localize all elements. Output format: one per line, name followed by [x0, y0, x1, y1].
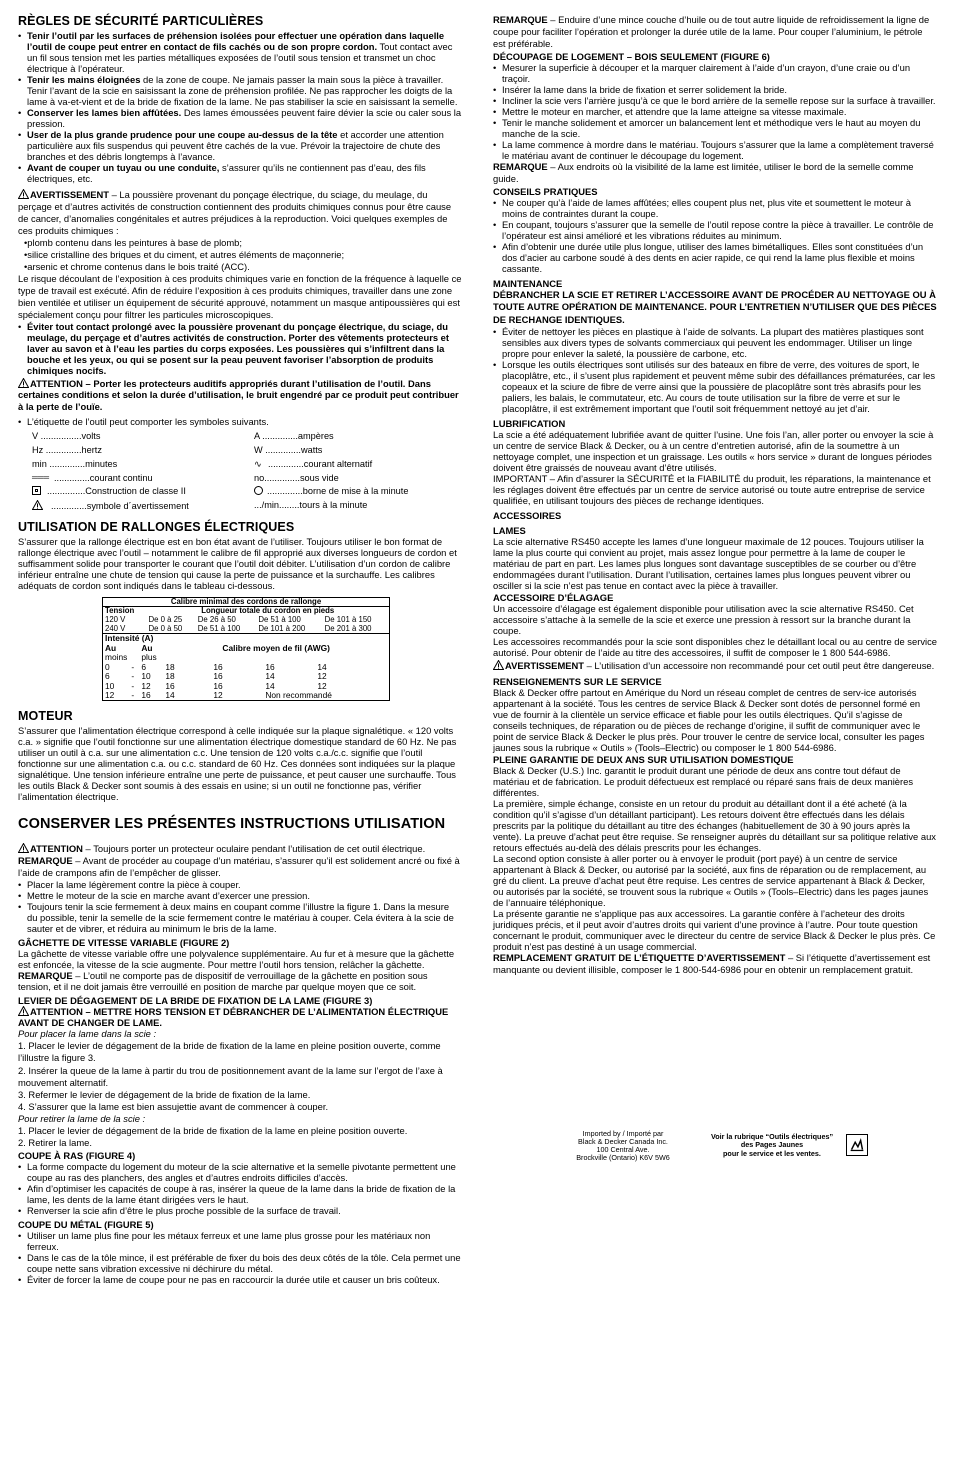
step-item: 2. Retirer la lame.	[18, 1136, 92, 1148]
symbol-row: V ................volts	[32, 431, 101, 442]
warning-triangle-icon	[18, 189, 29, 199]
list-item: • Afin d’optimiser les capacités de coupe à ras, insérer la queue de la lame dans la bride de fixation de la lame, les dents de la lame étant dirigées vers le haut.	[18, 1183, 462, 1205]
section-title-usage: CONSERVER LES PRÉSENTES INSTRUCTIONS UTILISATION	[18, 815, 446, 832]
lubrication-paragraph: La scie a été adéquatement lubrifiée avant de quitter l’usine. Une fois l’an, aller porter ou envoyer la scie à un centre de service Black & Decker, ou à un centre d’entretien autorisé, afin de la soumettre à un nettoyage complet, une inspection et un graissage. Les outils « hors service » durant de longues périodes doivent être graissés de nouveau avant d’être utilisés.	[493, 428, 934, 473]
list-item: • Toujours tenir la scie fermement à deux mains en coupant comme l’illustre la figure 1. Dans la mesure du possible, tenir la semelle de la scie fermement contre le matériau à couper. Cela évitera à la scie de sauter et de vibrer, et réduira au minimum le bris de la lame.	[18, 901, 462, 934]
ac-symbol-icon: ∿	[254, 458, 262, 469]
list-item: • Tenir l’outil par les surfaces de préhension isolées pour effectuer une opération dans laquelle l’outil de coupe peut entrer en contact de fils cachés ou de son propre cordon. Tout contact avec un fil sous tension met les parties métalliques exposées de l’outil sous tension et transmet un choc électrique à l’opérateur.	[18, 30, 462, 74]
list-item: • Placer la lame légèrement contre la pièce à couper.	[18, 879, 462, 890]
table-cell: 120 V	[105, 615, 126, 625]
warning-triangle-icon	[32, 500, 43, 510]
list-item: • La forme compacte du logement du moteur de la scie alternative et la semelle pivotante permettent une coupe au ras des planchers, des angles et d’autres endroits difficiles d’accès.	[18, 1161, 462, 1183]
right-column	[493, 14, 937, 976]
table-header: Tension	[105, 606, 135, 616]
list-item: • Éviter de forcer la lame de coupe pour ne pas en raccourcir la durée utile et causer un bris coûteux.	[18, 1274, 462, 1285]
warning-triangle-icon	[18, 1006, 29, 1016]
warranty-paragraph: La second option consiste à aller porter ou à envoyer le produit (port payé) à un centre de service appartenant à Black & Decker, ou autorisé par la société, aux fins de réparation ou de remplacement, au gré du client. La preuve d’achat peut être requise. Les centres de service appartenant à Black & Decker, ou autorisés par la société, se trouvent sous la rubrique « Outils » (Tools–Electric) dans les pages jaunes de l’annuaire téléphonique.	[493, 852, 929, 908]
yellow-pages-icon	[846, 1134, 868, 1156]
subsection-trigger: GÂCHETTE DE VITESSE VARIABLE (FIGURE 2)	[18, 937, 230, 949]
class-ii-icon	[32, 486, 41, 495]
cord-gauge-table	[102, 597, 390, 702]
table-row: 6 - 10 18 16 14 12	[105, 671, 327, 682]
table-row: 12 - 16 14 12 Non recommandé	[105, 689, 332, 700]
service-paragraph: Black & Decker offre partout en Amérique du Nord un réseau complet de centres de serv-ice autorisés appartenant à la société. Tous les centres de service Black & Decker sont dotés de personnel formé en vue de fournir à la clientèle un service efficace et fiable pour les outils électriques. Qu’il s’agisse de conseils techniques, de réparation ou de pièces de rechange d’origine, il suffit de communiquer avec le point de service Black & Decker le plus près. Pour trouver le centre de service local, consulter les pages jaunes sous la rubrique « Outils » (Tools–Electric) ou composer le 1 800 544-6986.	[493, 686, 925, 753]
motor-paragraph: S’assurer que l’alimentation électrique correspond à celle indiquée sur la plaque signalétique. « 120 volts c.a. » signifie que l’outil fonctionne sur une alimentation électrique domestique standard de 60 Hz. Ne pas utiliser un outil à c.a. sur une alimentation c.c. Une tension de 120 volts c.a./c.c. signifie que l’outil fonctionne sur une alimentation c.a. ou c.c. standard de 60 Hz. Ces données sont indiquées sur la plaque signalétique. Une tension inférieure entraîne une perte de puissance, et peut causer une surchauffe. Tous les outils Black & Decker sont soumis à des essais en usine; si un outil ne fonctionne pas, vérifier l’alimentation électrique.	[18, 724, 457, 802]
maintenance-list	[493, 326, 937, 414]
warranty-paragraph: Black & Decker (U.S.) Inc. garantit le produit durant une période de deux ans contre tout défaut de matériau et de fabrication. Le produit défectueux est remplacé ou réparé sans frais de deux manières différentes.	[493, 764, 914, 798]
warning-triangle-icon	[493, 660, 504, 670]
chem-item: •arsenic et chrome contenus dans le bois traité (ACC).	[24, 260, 250, 272]
list-item: • Éviter de nettoyer les pièces en plastique à l’aide de solvants. La plupart des matières plastiques sont sensibles aux divers types de solvants commerciaux qui peuvent les endommager. Utiliser un linge propre pour enlever la saleté, la poussière de carbone, etc.	[493, 326, 937, 359]
ground-terminal-icon	[254, 486, 263, 495]
ear-caution: ATTENTION – Porter les protecteurs auditifs appropriés durant l’utilisation de l’outil. Dans certaines conditions et selon la durée d’utilisation, le bruit engendré par ce produit peut contribuer à la perte de l’ouïe.	[18, 377, 459, 412]
dust-warning: AVERTISSEMENT – La poussière provenant du ponçage électrique, du sciage, du meulage, du perçage et d’autres activités de construction contiennent des produits chimiques connus pour être cause de cancer, d’anomalies congénitales et autres préjudices à la reproduction. Voici quelques exemples de ces produits chimiques :	[18, 188, 452, 236]
metal-list	[18, 1230, 462, 1285]
eye-caution: ATTENTION – Toujours porter un protecteur oculaire pendant l’utilisation de cet outil électrique.	[18, 843, 462, 855]
visibility-note: REMARQUE – Aux endroits où la visibilité de la lame est limitée, utiliser le bord de la semelle comme guide.	[493, 161, 914, 185]
subsection-service: RENSEIGNEMENTS SUR LE SERVICE	[493, 675, 662, 687]
oil-note: REMARQUE – Enduire d’une mince couche d’huile ou de tout autre liquide de refroidissement la ligne de coupe pour faciliter l’opération et prolonger la durée utile de la lame. Pour couper l’aluminium, le pétrole est préférable.	[493, 14, 930, 50]
table-cell: De 101 à 200	[258, 623, 306, 633]
subsection-lever: LEVIER DE DÉGAGEMENT DE LA BRIDE DE FIXATION DE LA LAME (FIGURE 3)	[18, 995, 373, 1007]
dc-symbol-icon: ═══	[32, 472, 50, 482]
extension-paragraph: S’assurer que la rallonge électrique est en bon état avant de l’utiliser. Toujours utiliser le bon format de rallonge électrique avec l’outil – notamment le calibre de fil approprié aux diverses longueurs de cordon et suffisamment solide pour transporter le courant que l’outil doit débiter. L’utilisation d’un cordon de calibre inférieur entraîne une chute de tension qui cause la perte de puissance et la surchauffe. Les calibres adéquats de cordon sont indiqués dans le tableau ci-dessous.	[18, 535, 457, 591]
warranty-paragraph: La première, simple échange, consiste en un retour du produit au détaillant dont il a été acheté (à la condition qu’il s’agisse d’un détaillant participant). Les retours doivent être effectués dans les délais prescrits par la politique du détaillant au titre des échanges (habituellement de 30 à 90 jours après la vente). La preuve d’achat peut être requise. Se renseigner auprès du détaillant sur sa politique relative aux retours effectués au-delà des délais prescrits pour les échanges.	[493, 797, 936, 853]
table-cell: De 0 à 50	[148, 623, 183, 633]
flush-list	[18, 1161, 462, 1216]
table-cell: plus	[141, 652, 157, 663]
table-cell: moins	[105, 652, 128, 663]
list-item: • Mettre le moteur en marcher, et attendre que la lame atteigne sa vitesse maximale.	[493, 106, 937, 117]
table-cell: De 51 à 100	[258, 615, 301, 625]
pruning-paragraph: Un accessoire d’élagage est également disponible pour utilisation avec la scie alternative RS450. Cet accessoire s’attache à la semelle de la scie et exerce une pression à ressort sur la branche durant la coupe.	[493, 602, 914, 636]
risk-paragraph: Le risque découlant de l’exposition à ces produits chimiques varie en fonction de la fréquence à laquelle ce type de travail est exécuté. Afin de réduire l’exposition à ces produits chimiques, travailler dans une zone bien ventilée et utiliser un équipement de sécurité approuvé, notamment un masque antipoussières qui est spécialement conçu pour filtrer les particules microscopiques.	[18, 272, 462, 320]
avoid-list	[18, 321, 462, 376]
section-title-extension: UTILISATION DE RALLONGES ÉLECTRIQUES	[18, 519, 295, 534]
symbol-row: .../min........tours à la minute	[254, 500, 368, 511]
list-item: • User de la plus grande prudence pour une coupe au-dessus de la tête et accorder une attention particulière aux fils suspendus qui peuvent être cachés de la vue. Prévoir la trajectoire de chute des branches et des débris longtemps à l’avance.	[18, 129, 462, 162]
place-blade-heading: Pour placer la lame dans la scie :	[18, 1028, 157, 1040]
symbol-row: ..............borne de mise à la minute	[254, 486, 476, 497]
symbol-row: ...............Construction de classe II	[32, 486, 254, 497]
list-item: • Mettre le moteur de la scie en marche avant d’exercer une pression.	[18, 890, 462, 901]
step-item: 4. S’assurer que la lame est bien assujettie avant de commencer à couper.	[18, 1100, 329, 1112]
maintenance-warning: DÉBRANCHER LA SCIE ET RETIRER L’ACCESSOIRE AVANT DE PROCÉDER AU NETTOYAGE OU À TOUTE AUTRE OPÉRATION DE MAINTENANCE. POUR L’ENTRETIEN N’UTILISER QUE DES PIÈCES DE RECHANGE IDENTIQUES.	[493, 289, 937, 325]
subsection-pocket: DÉCOUPAGE DE LOGEMENT – BOIS SEULEMENT (FIGURE 6)	[493, 51, 770, 63]
section-title-safety: RÈGLES DE SÉCURITÉ PARTICULIÈRES	[18, 14, 264, 28]
table-row: 10 - 12 16 16 14 12	[105, 680, 327, 691]
symbol-row: W ..............watts	[254, 445, 323, 456]
subsection-flush: COUPE À RAS (FIGURE 4)	[18, 1149, 136, 1161]
symbol-row: min ..............minutes	[32, 458, 118, 469]
symbol-row: ═══ ..............courant continu	[32, 472, 153, 483]
subsection-lubrication: LUBRIFICATION	[493, 417, 566, 429]
table-title: Calibre minimal des cordons de rallonge	[103, 598, 389, 608]
table-cell: 240 V	[105, 623, 126, 633]
step-item: 1. Placer le levier de dégagement de la bride de fixation de la lame en pleine position ouverte, comme l’illustre la figure 3.	[18, 1040, 441, 1064]
table-cell: De 201 à 300	[324, 623, 372, 633]
symbol-row: Hz ..............hertz	[32, 445, 102, 456]
list-item: • Avant de couper un tuyau ou une conduite, s’assurer qu’ils ne contiennent pas d’eau, des fils électriques, etc.	[18, 162, 462, 184]
blades-paragraph: La scie alternative RS450 accepte les lames d’une longueur maximale de 12 pouces. Toujours utiliser la lame la plus courte qui convient au projet, mais assez longue pour permettre à la lame de couper le matériau de part en part. Les lames plus longues sont davantage susceptibles de se courber ou d’être endommagées durant l’utilisation. Durant l’utilisation, certaines lames plus longues peuvent vibrer ou osciller si la scie n’est pas tenue en contact avec la pièce à travailler.	[493, 535, 924, 591]
list-item: • Ne couper qu’à l’aide de lames affûtées; elles coupent plus net, plus vite et soumettent le moteur à moins de contraintes durant la coupe.	[493, 197, 937, 219]
list-item: • L’étiquette de l’outil peut comporter les symboles suivants.	[18, 416, 462, 427]
symbol-row: ..............symbole d´avertissement	[32, 500, 254, 512]
chem-item: •silice cristalline des briques et du ciment, et autres éléments de maçonnerie;	[24, 248, 345, 260]
footer	[540, 1130, 870, 1166]
table-cell: De 26 à 50	[197, 615, 236, 625]
step-item: 2. Insérer la queue de la lame à partir du trou de positionnement avant de la lame sur l’ergot de l’axe à mouvement alternatif.	[18, 1064, 443, 1088]
chem-item: •plomb contenu dans les peintures à base de plomb;	[24, 236, 243, 248]
subsection-blades: LAMES	[493, 524, 526, 536]
symbol-row: ∿ ..............courant alternatif	[254, 458, 373, 469]
clamp-note: REMARQUE – Avant de procéder au coupage d’un matériau, s’assurer qu’il est solidement ancré ou fixé à l’aide de crampons afin de l’empêcher de glisser.	[18, 855, 460, 879]
symbol-row: no..............sous vide	[254, 472, 339, 483]
list-item: • La lame commence à mordre dans le matériau. Toujours s’assurer que la lame a complètement traversé le matériau avant de continuer le découpage du logement.	[493, 139, 937, 161]
safety-rules-list	[18, 30, 462, 184]
pocket-list	[493, 62, 937, 161]
list-item: • Utiliser un lame plus fine pour les métaux ferreux et une lame plus grosse pour les matériaux non ferreux.	[18, 1230, 462, 1252]
list-item: • Lorsque les outils électriques sont utilisés sur des bateaux en fibre de verre, des voitures de sport, le placoplâtre, etc., il s’usent plus rapidement et peuvent même subir des défaillances prématurées, car les copeaux et la sciure de fibre de verre ainsi que la poussière de placoplâtre sont très abrasifs pour les paliers, les balais, le commutateur, etc. Au cours de toute utilisation sur la fibre de verre et sur le placoplâtre, il est extrêmement important que l’outil soit fréquemment nettoyé au jet d’air.	[493, 359, 937, 414]
list-item: • En coupant, toujours s’assurer que la semelle de l’outil repose contre la pièce à travailler. Le contrôle de l’opérateur est ainsi amélioré et les vibrations réduites au minimum.	[493, 219, 937, 241]
trigger-paragraph: La gâchette de vitesse variable offre une polyvalence supplémentaire. Au fur et à mesure que la gâchette est enfoncée, la vitesse de la scie augmente. Pour mettre l’outil hors tension, relâcher la gâchette. REMARQUE – L’outil ne comporte pas de dispositif de verrouillage de la gâchette en position sous tension, et il ne doit jamais être verrouillé en position de marche par quelque moyen que ce soit.	[18, 948, 455, 993]
table-header: Intensité (A)	[105, 633, 154, 644]
list-item: • Conserver les lames bien affûtées. Des lames émoussées peuvent faire dévier la scie ou caler sous la pression.	[18, 107, 462, 129]
list-item: • Mesurer la superficie à découper et la marquer clairement à l’aide d’un crayon, d’une craie ou d’un traçoir.	[493, 62, 937, 84]
list-item: • Dans le cas de la tôle mince, il est préférable de fixer du bois des deux côtés de la tôle. Cela permet une coupe nette sans vibration excessive ni déchirure du métal.	[18, 1252, 462, 1274]
label-intro	[18, 416, 462, 427]
warranty-paragraph: La présente garantie ne s’applique pas aux accessoires. La garantie confère à l’acheteur des droits juridiques précis, et il peut avoir d’autres droits qui varient d’une province à l’autre. Pour toute question concernant le produit, communiquer avec le directeur du centre de service Black & Decker le plus près. Ce produit n’est pas destiné à un usage commercial.	[493, 907, 936, 952]
list-item: • Tenir les mains éloignées de la zone de coupe. Ne jamais passer la main sous la pièce à travailler. Tenir l’avant de la scie en saisissant la zone de préhension profilée. Ne pas rapprocher les doigts de la lame à va-et-vient et de la bride de fixation de la lame. Ne pas stabiliser la scie en saisissant la semelle.	[18, 74, 462, 107]
step-item: 1. Placer le levier de dégagement de la bride de fixation de la lame en pleine position ouverte.	[18, 1124, 408, 1136]
importer-address: Imported by / Importé par Black & Decker Canada Inc. 100 Central Ave. Brockville (Ontario) K6V 5W6	[576, 1129, 670, 1163]
table-header: Au	[105, 642, 117, 653]
table-row: 0 - 6 18 16 16 14	[105, 661, 327, 672]
yellow-pages-note: Voir la rubrique “Outils électriques” des Pages Jaunes pour le service et les ventes.	[710, 1132, 834, 1158]
list-item: • Éviter tout contact prolongé avec la poussière provenant du ponçage électrique, du sciage, du meulage, du perçage et d’autres activités de construction. Porter des vêtements protecteurs et laver au savon et à l’eau les parties du corps exposées. Les poussières qui s’infiltrent dans la bouche et les yeux, ou qui se posent sur la peau peuvent favoriser l’absorption de produits chimiques nocifs.	[18, 321, 462, 376]
symbol-row: A ..............ampères	[254, 431, 334, 442]
lever-warning: ATTENTION – METTRE HORS TENSION ET DÉBRANCHER DE L’ALIMENTATION ÉLECTRIQUE AVANT DE CHANGER DE LAME.	[18, 1006, 449, 1029]
list-item: • Tenir le manche solidement et amorcer un balancement lent et méthodique vers le haut au moyen du manche de la scie.	[493, 117, 937, 139]
table-cell: De 0 à 25	[148, 615, 183, 625]
important-paragraph: IMPORTANT – Afin d’assurer la SÉCURITÉ et la FIABILITÉ du produit, les réparations, la maintenance et les réglages doivent être effectués par un centre de service autorisé ou toute autre entreprise de service qualifiée, en utilisant toujours des pièces de rechange identiques.	[493, 472, 931, 506]
list-item: • Afin d’obtenir une durée utile plus longue, utiliser des lames bimétalliques. Elles sont constituées d’un dos d’acier au carbone soudé à des dents en acier rapide, ce qui rend la lame plus flexible et moins cassante.	[493, 241, 937, 274]
subsection-warranty: PLEINE GARANTIE DE DEUX ANS SUR UTILISATION DOMESTIQUE	[493, 753, 794, 765]
subsection-metal: COUPE DU MÉTAL (FIGURE 5)	[18, 1218, 154, 1230]
step-item: 3. Refermer le levier de dégagement de la bride de fixation de la lame.	[18, 1088, 311, 1100]
label-replacement: REMPLACEMENT GRATUIT DE L’ÉTIQUETTE D’AVERTISSEMENT – Si l’étiquette d’avertissement est manquante ou devient illisible, composer le 1 800-544-6986 pour en obtenir un remplacement gratuit.	[493, 951, 931, 975]
symbols-grid	[32, 431, 462, 512]
pruning-paragraph-2: Les accessoires recommandés pour la scie sont disponibles chez le détaillant local ou au centre de service autorisé. Pour obtenir de l’aide au titre des accessoires, il suffit de composer le 1 800 544-6986.	[493, 635, 937, 658]
warning-triangle-icon	[18, 378, 29, 388]
table-header: Calibre moyen de fil (AWG)	[222, 642, 330, 653]
warning-triangle-icon	[18, 843, 29, 853]
subsection-accessories: ACCESSOIRES	[493, 509, 562, 521]
left-column	[18, 14, 462, 1285]
subsection-pruning: ACCESSOIRE D’ÉLAGAGE	[493, 591, 614, 603]
tips-list	[493, 197, 937, 274]
table-header: Au	[141, 642, 153, 653]
table-header: Longueur totale du cordon en pieds	[201, 606, 335, 616]
section-title-motor: MOTEUR	[18, 709, 73, 724]
remove-blade-heading: Pour retirer la lame de la scie :	[18, 1112, 146, 1124]
list-item: • Renverser la scie afin d’être le plus proche possible de la surface de travail.	[18, 1205, 462, 1216]
accessory-warning: AVERTISSEMENT – L’utilisation d’un accessoire non recommandé pour cet outil peut être dangereuse.	[493, 660, 937, 672]
table-cell: De 101 à 150	[324, 615, 372, 625]
usage-list	[18, 879, 462, 934]
table-cell: De 51 à 100	[197, 623, 241, 633]
subsection-tips: CONSEILS PRATIQUES	[493, 186, 598, 198]
list-item: • Insérer la lame dans la bride de fixation et serrer solidement la bride.	[493, 84, 937, 95]
subsection-maintenance: MAINTENANCE	[493, 278, 563, 290]
list-item: • Incliner la scie vers l’arrière jusqu’à ce que le bord arrière de la semelle repose sur la surface à travailler.	[493, 95, 937, 106]
